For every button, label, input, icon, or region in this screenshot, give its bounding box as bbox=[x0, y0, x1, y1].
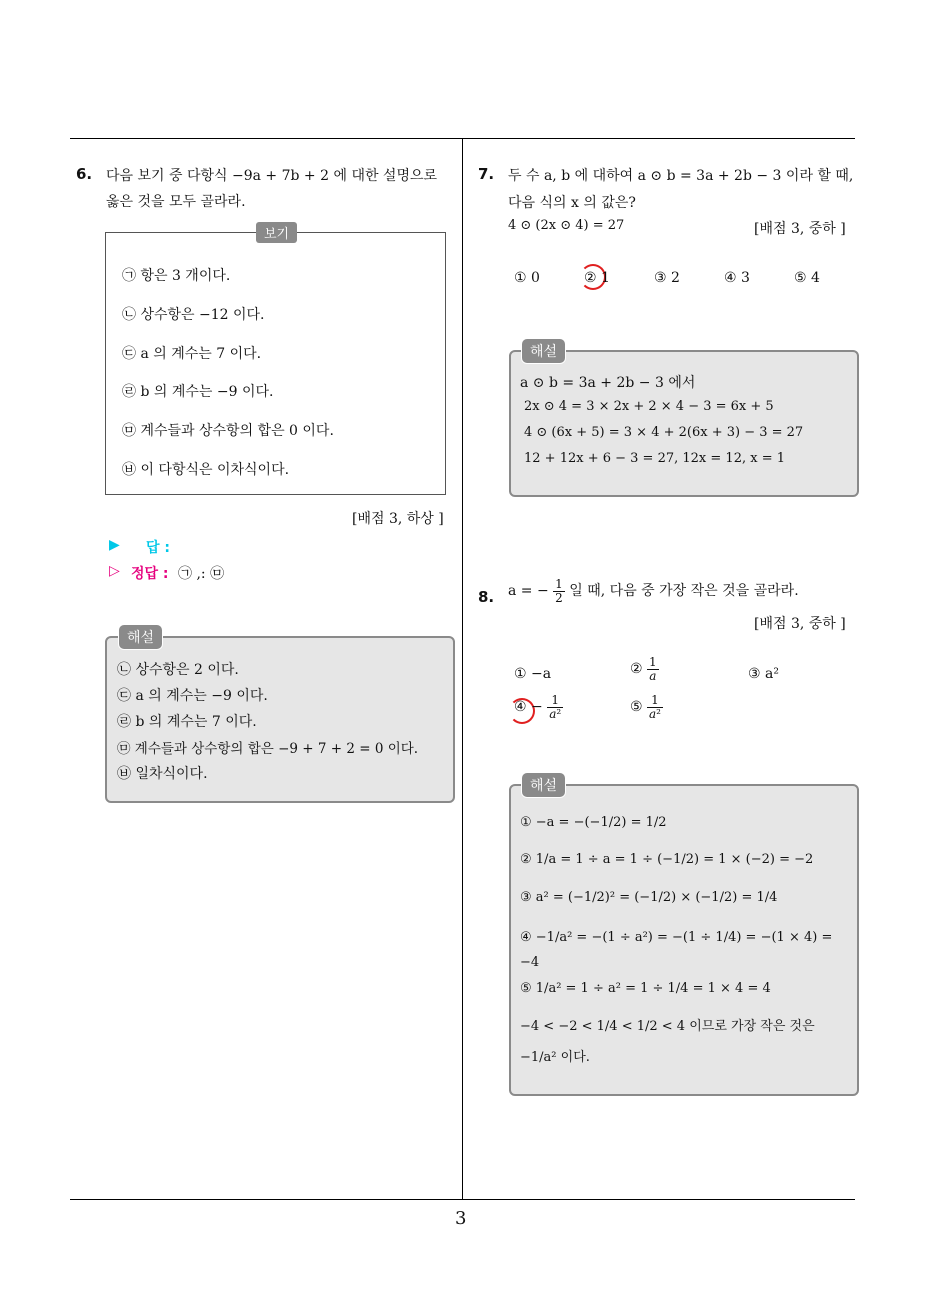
q8-choice-4-frac: $\frac{1}{\text{a²}}$ bbox=[549, 693, 562, 721]
q8-stem bbox=[508, 578, 799, 604]
q8-choice-5-frac: $\frac{1}{\text{a²}}$ bbox=[649, 693, 661, 721]
q7-expl-1: a ⊙ b = 3a + 2b − 3 에서 bbox=[520, 375, 696, 391]
q7-number: 7. bbox=[478, 165, 495, 183]
q8-stem-fraction: $\frac{1}{2}$ bbox=[555, 577, 563, 605]
q6-expl-4: ㉤ 계수들과 상수항의 합은 −9 + 7 + 2 = 0 이다. bbox=[117, 741, 419, 757]
q6-answer-marker: ▶ bbox=[109, 537, 120, 553]
q6-explanation-tag: 해설 bbox=[118, 624, 163, 650]
q7-expl-3: 4 ⊙ (6x + 5) = 3 × 4 + 2(6x + 3) − 3 = 27 bbox=[524, 425, 804, 440]
q7-choice-2: ② 1 bbox=[584, 270, 610, 286]
q6-stem-line2: 옳은 것을 모두 골라라. bbox=[106, 194, 246, 210]
q8-stem-pre: a = − bbox=[508, 583, 549, 600]
q7-choice-4: ④ 3 bbox=[724, 270, 750, 286]
q8-expl-4b: −4 bbox=[520, 955, 540, 970]
q6-item-6: ㉥ 이 다항식은 이차식이다. bbox=[122, 462, 290, 478]
q7-score: [배점 3, 중하 ] bbox=[754, 221, 846, 237]
q6-answer-label: 답 : bbox=[146, 540, 170, 556]
q7-stem-line1: 두 수 a, b 에 대하여 a ⊙ b = 3a + 2b − 3 이라 할 때, bbox=[508, 168, 854, 184]
q8-expl-7: −1/a² 이다. bbox=[520, 1050, 590, 1065]
q8-explanation-tag: 해설 bbox=[521, 772, 566, 798]
q8-expl-1: ① −a = −(−1/2) = 1/2 bbox=[520, 815, 667, 830]
bottom-rule bbox=[70, 1199, 855, 1200]
q6-score: [배점 3, 하상 ] bbox=[352, 511, 444, 527]
q8-choice-4-num: ④ − bbox=[514, 699, 543, 716]
q8-choice-5 bbox=[630, 694, 663, 720]
q7-choice-3: ③ 2 bbox=[654, 270, 680, 286]
q6-item-2: ㉡ 상수항은 −12 이다. bbox=[122, 307, 265, 323]
column-divider bbox=[462, 138, 463, 1200]
q8-choice-2 bbox=[630, 656, 659, 682]
q8-expl-6: −4 < −2 < 1/4 < 1/2 < 4 이므로 가장 작은 것은 bbox=[520, 1019, 815, 1034]
q7-choice-1: ① 0 bbox=[514, 270, 540, 286]
q6-item-4: ㉣ b 의 계수는 −9 이다. bbox=[122, 384, 274, 400]
q6-correct-marker: ▷ bbox=[109, 563, 120, 579]
q8-choice-2-num: ② bbox=[630, 661, 643, 678]
q7-expl-2: 2x ⊙ 4 = 3 × 2x + 2 × 4 − 3 = 6x + 5 bbox=[524, 399, 774, 414]
q8-expl-2: ② 1/a = 1 ÷ a = 1 ÷ (−1/2) = 1 × (−2) = −2 bbox=[520, 852, 814, 867]
q6-expl-5: ㉥ 일차식이다. bbox=[117, 766, 208, 782]
q8-expl-4a: ④ −1/a² = −(1 ÷ a²) = −(1 ÷ 1/4) = −(1 × 4) = bbox=[520, 930, 833, 945]
q8-score: [배점 3, 중하 ] bbox=[754, 616, 846, 632]
q7-choice-5: ⑤ 4 bbox=[794, 270, 820, 286]
q6-expl-2: ㉢ a 의 계수는 −9 이다. bbox=[117, 688, 268, 704]
q8-choice-5-num: ⑤ bbox=[630, 699, 643, 716]
page-number: 3 bbox=[455, 1208, 467, 1229]
q7-stem-line2: 다음 식의 x 의 값은? bbox=[508, 195, 636, 211]
q6-item-5: ㉤ 계수들과 상수항의 합은 0 이다. bbox=[122, 423, 334, 439]
q6-item-3: ㉢ a 의 계수는 7 이다. bbox=[122, 346, 262, 362]
q8-choice-3: ③ a² bbox=[748, 666, 779, 682]
q8-choice-2-frac: $\frac{1}{a}$ bbox=[649, 655, 657, 683]
q6-correct-label: 정답 : bbox=[131, 566, 169, 582]
q7-expl-4: 12 + 12x + 6 − 3 = 27, 12x = 12, x = 1 bbox=[524, 451, 785, 466]
q8-choice-4 bbox=[514, 694, 563, 720]
q7-stem-line3: 4 ⊙ (2x ⊙ 4) = 27 bbox=[508, 218, 625, 233]
q6-expl-3: ㉣ b 의 계수는 7 이다. bbox=[117, 714, 257, 730]
q6-bogi-tag: 보기 bbox=[256, 222, 297, 243]
q6-number: 6. bbox=[76, 165, 93, 183]
q7-explanation-tag: 해설 bbox=[521, 338, 566, 364]
q8-stem-post: 일 때, 다음 중 가장 작은 것을 골라라. bbox=[569, 583, 799, 600]
q8-expl-3: ③ a² = (−1/2)² = (−1/2) × (−1/2) = 1/4 bbox=[520, 890, 778, 905]
q6-correct-value: ㉠ ,: ㉤ bbox=[178, 566, 225, 582]
q8-choice-1: ① −a bbox=[514, 666, 552, 682]
q6-expl-1: ㉡ 상수항은 2 이다. bbox=[117, 662, 239, 678]
q6-item-1: ㉠ 항은 3 개이다. bbox=[122, 268, 231, 284]
q8-number: 8. bbox=[478, 588, 495, 606]
q8-expl-5: ⑤ 1/a² = 1 ÷ a² = 1 ÷ 1/4 = 1 × 4 = 4 bbox=[520, 981, 771, 996]
q6-stem-line1: 다음 보기 중 다항식 −9a + 7b + 2 에 대한 설명으로 bbox=[106, 168, 438, 184]
